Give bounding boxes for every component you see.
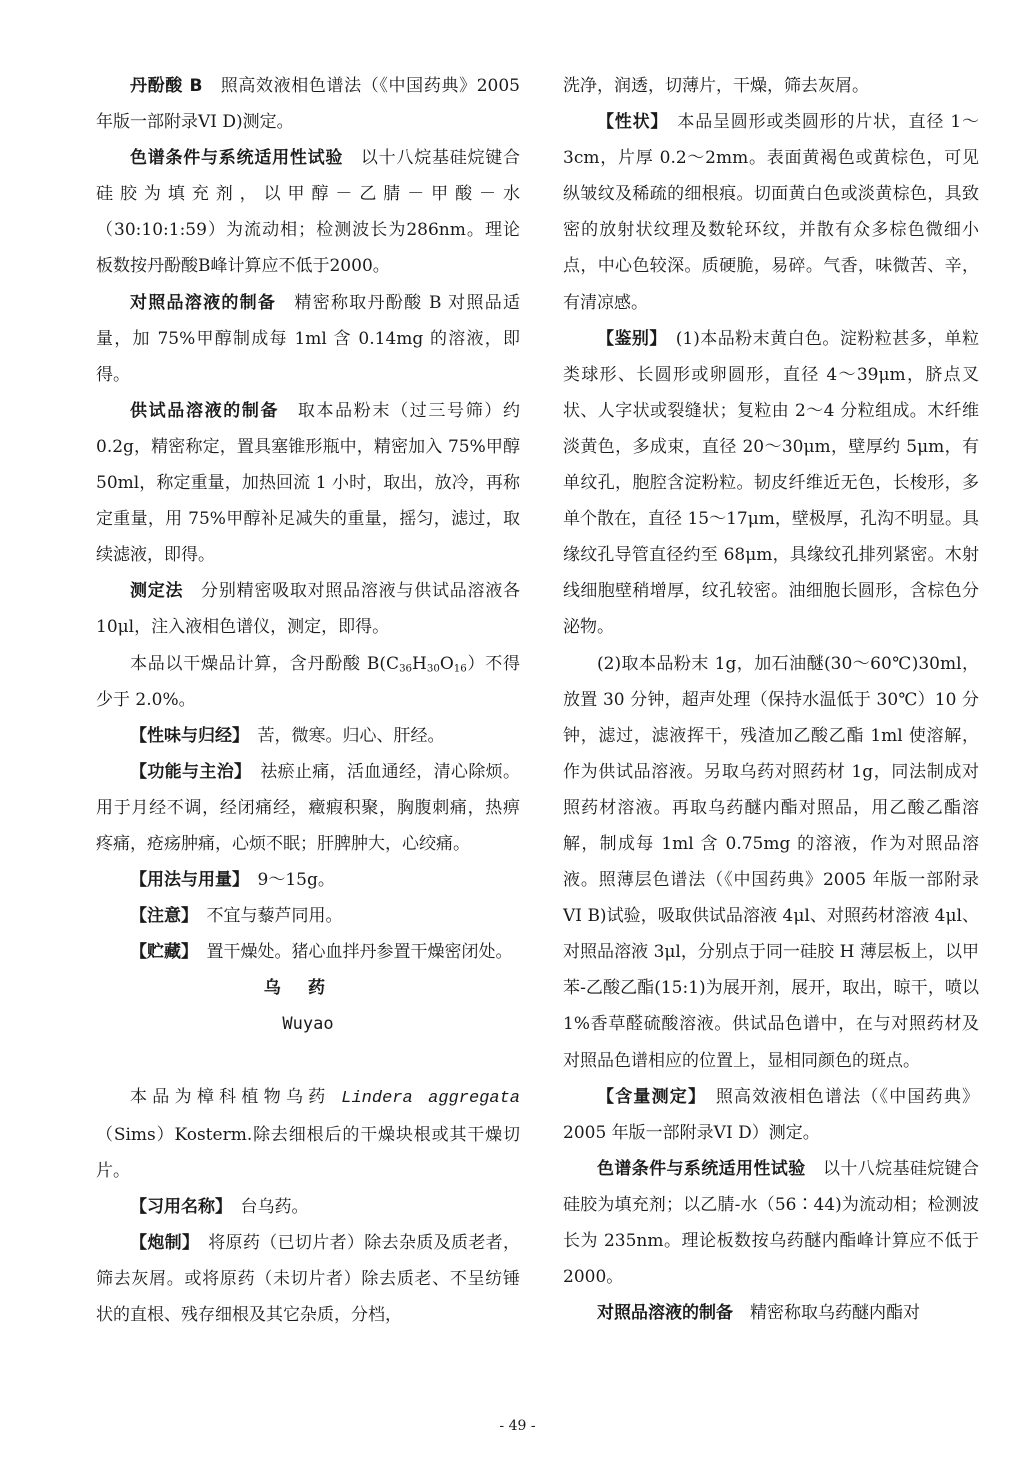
page-number: - 49 - [499, 1418, 536, 1434]
section-heading: 色谱条件与系统适用性试验 [597, 1158, 806, 1179]
paragraph [96, 934, 520, 970]
paragraph-text: (1)本品粉末黄白色。淀粉粒甚多，单粒类球形、长圆形或卵圆形，直径 4～39μm，脐点叉状、人字状或裂缝状；复粒由 2～4 分粒组成。木纤维淡黄色，多成束，直径 20～30μm，壁厚约 5μm，有单纹孔，胞腔含淀粉粒。韧皮纤维近无色，长梭形，多单个散在，直径 15～17μm，壁极厚，孔沟不明显。具缘纹孔导管直径约至 68μm，具缘纹孔排列紧密。木射线细胞壁稍增厚，纹孔较密。油细胞长圆形，含棕色分泌物。 [563, 328, 979, 638]
latin-name: Lindera aggregata [341, 1088, 520, 1108]
subscript: 36 [399, 663, 413, 675]
paragraph-text: 以十八烷基硅烷键合硅胶为填充剂；以乙腈-水（56∶44)为流动相；检测波长为 235nm。理论板数按乌药醚内酯峰计算应不低于 2000。 [563, 1158, 980, 1288]
paragraph-text: 祛瘀止痛，活血通经，清心除烦。用于月经不调，经闭痛经，癥瘕积聚，胸腹刺痛，热痹疼痛，疮疡肿痛，心烦不眠；肝脾肿大，心绞痛。 [96, 761, 521, 854]
paragraph-text: 9～15g。 [240, 870, 335, 891]
paragraph [96, 718, 520, 754]
paragraph [96, 898, 520, 934]
right-column [563, 68, 979, 1331]
paragraph-text: 本品以干燥品计算，含丹酚酸 B(C [130, 653, 400, 674]
paragraph [96, 1225, 520, 1333]
section-heading: 色谱条件与系统适用性试验 [130, 148, 344, 169]
paragraph [563, 1151, 979, 1295]
paragraph-text: 取本品粉末（过三号筛）约 0.2g，精密称定，置具塞锥形瓶中，精密加入 75%甲醇 50ml，称定重量，加热回流 1 小时，取出，放冷，再称定重量，用 75%甲醇补足减失的重量，摇匀，滤过，取续滤液，即得。 [96, 400, 521, 566]
spacer [96, 1043, 520, 1079]
paragraph-text: 照高效液相色谱法（《中国药典》2005 年版一部附录VI D)测定。 [96, 76, 520, 133]
paragraph [563, 1295, 979, 1331]
section-heading: 【注意】 [130, 906, 190, 927]
paragraph-text: 分别精密吸取对照品溶液与供试品溶液各10μl，注入液相色谱仪，测定，即得。 [96, 581, 521, 638]
monograph-pinyin: Wuyao [282, 1014, 334, 1035]
paragraph-text: 洗净，润透，切薄片，干燥，筛去灰屑。 [563, 76, 869, 96]
paragraph [96, 754, 520, 862]
section-heading: 【习用名称】 [130, 1196, 224, 1217]
section-heading: 【含量测定】 [597, 1086, 698, 1107]
subscript: 16 [453, 663, 467, 675]
section-heading: 【功能与主治】 [130, 761, 243, 782]
paragraph [96, 140, 520, 284]
paragraph-text: 不宜与藜芦同用。 [189, 906, 343, 927]
paragraph-text: 以十八烷基硅烷键合硅胶为填充剂，以甲醇－乙腈－甲酸－水（30:10:1:59）为流动相；检测波长为286nm。理论板数按丹酚酸B峰计算应不低于2000。 [96, 148, 521, 277]
paragraph-text: O [439, 653, 454, 674]
section-heading: 测定法 [130, 581, 184, 602]
subscript: 30 [426, 663, 440, 675]
paragraph-text: 将原药（已切片者）除去杂质及质老者，筛去灰屑。或将原药（未切片者）除去质老、不呈纺锤状的直根、残存细根及其它杂质，分档， [96, 1232, 521, 1326]
paragraph [96, 1079, 520, 1189]
paragraph [563, 104, 979, 321]
section-heading: 对照品溶液的制备 [130, 292, 277, 313]
paragraph [563, 646, 979, 1079]
section-heading: 对照品溶液的制备 [597, 1303, 733, 1324]
section-heading: 【鉴别】 [597, 328, 659, 349]
left-column [96, 68, 520, 1333]
section-heading: 【性状】 [597, 112, 660, 133]
paragraph-text: (2)取本品粉末 1g，加石油醚(30～60℃)30ml，放置 30 分钟，超声处理（保持水温低于 30℃）10 分钟，滤过，滤液挥干，残渣加乙酸乙酯 1ml 使溶解，作为供试品溶液。另取乌药对照药材 1g，同法制成对照药材溶液。再取乌药醚内酯对照品，用乙酸乙酯溶解，制成每 1ml 含 0.75mg 的溶液，作为对照品溶液。照薄层色谱法（《中国药典》2005 年版一部附录VI B)试验，吸取供试品溶液 4μl、对照药材溶液 4μl、对照品溶液 3μl，分别点于同一硅胶 H 薄层板上，以甲苯-乙酸乙酯(15:1)为展开剂，展开，取出，晾干，喷以 1%香草醛硫酸溶液。供试品色谱中，在与对照药材及对照品色谱相应的位置上，显相同颜色的斑点。 [563, 653, 979, 1071]
paragraph-text: 苦，微寒。归心、肝经。 [240, 725, 445, 746]
paragraph [96, 573, 520, 645]
paragraph-text: （Sims）Kosterm.除去细根后的干燥块根或其干燥切片。 [96, 1124, 520, 1181]
paragraph [563, 321, 979, 646]
paragraph [96, 393, 520, 573]
paragraph-text: 照高效液相色谱法（《中国药典》2005 年版一部附录VI D）测定。 [563, 1086, 980, 1143]
section-heading: 供试品溶液的制备 [130, 400, 280, 421]
paragraph-text: 本品呈圆形或类圆形的片状，直径 1～3cm，片厚 0.2～2mm。表面黄褐色或黄棕色，可见纵皱纹及稀疏的细根痕。切面黄白色或淡黄棕色，具致密的放射状纹理及数轮环纹，并散有众多棕色微细小点，中心色较深。质硬脆，易碎。气香，味微苦、辛，有清凉感。 [563, 112, 979, 313]
paragraph [563, 1079, 979, 1151]
paragraph-text: ）不得少于 2.0%。 [96, 653, 520, 710]
monograph-title: 乌药 [263, 978, 353, 999]
section-heading: 丹酚酸 B [130, 76, 203, 96]
paragraph [96, 285, 520, 393]
paragraph-text: H [412, 653, 427, 674]
paragraph-text: 台乌药。 [223, 1196, 309, 1217]
section-heading: 【用法与用量】 [130, 870, 241, 891]
paragraph-text: 精密称取丹酚酸 B 对照品适量，加 75%甲醇制成每 1ml 含 0.14mg 的溶液，即得。 [96, 292, 520, 385]
paragraph [563, 68, 979, 104]
paragraph [96, 862, 520, 898]
paragraph [96, 1189, 520, 1225]
section-heading: 【性味与归经】 [130, 725, 241, 746]
paragraph [96, 68, 520, 140]
section-heading: 【贮藏】 [130, 942, 190, 963]
paragraph-text: 置干燥处。猪心血拌丹参置干燥密闭处。 [189, 942, 513, 963]
paragraph-text: 精密称取乌药醚内酯对 [733, 1303, 920, 1324]
paragraph-text: 本品为樟科植物乌药 [130, 1086, 342, 1107]
section-heading: 【炮制】 [130, 1232, 191, 1253]
paragraph [96, 646, 520, 718]
